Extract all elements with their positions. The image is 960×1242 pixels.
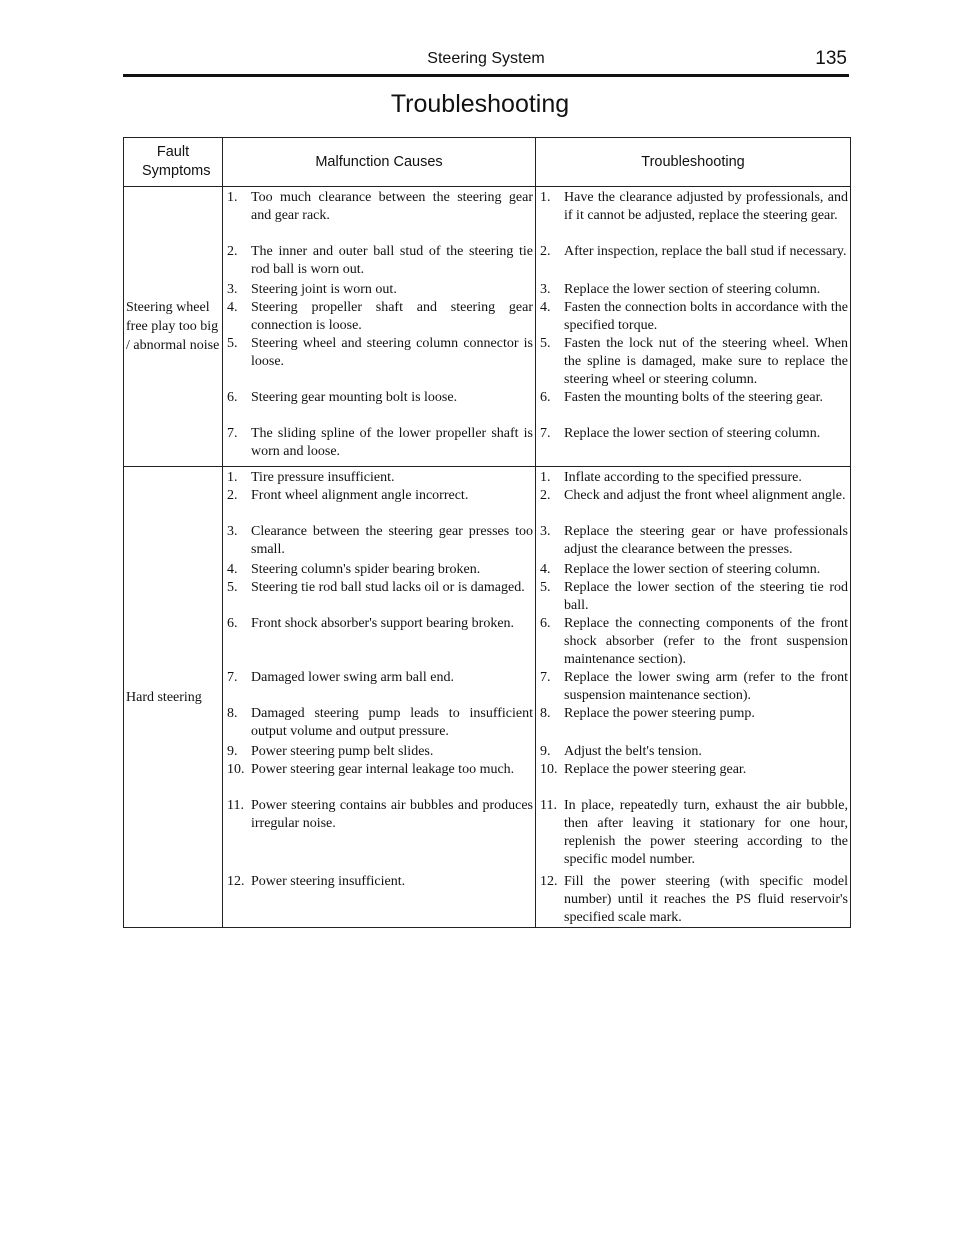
list-item <box>227 615 533 633</box>
list-item-number: 1. <box>540 470 551 485</box>
list-item <box>227 425 533 461</box>
list-item-number: 3. <box>540 524 551 539</box>
list-item-number: 6. <box>227 390 238 405</box>
list-item-text: The inner and outer ball stud of the steering tie rod ball is worn out. <box>251 244 533 277</box>
list-item <box>540 797 848 869</box>
list-item-number: 1. <box>227 190 238 205</box>
list-item-text: Steering wheel and steering column connector is loose. <box>251 336 533 369</box>
list-item-number: 5. <box>540 336 551 351</box>
list-item <box>540 335 848 389</box>
list-item-number: 5. <box>540 580 551 595</box>
list-item-number: 7. <box>540 670 551 685</box>
table-header-row <box>124 138 851 187</box>
list-item-text: Tire pressure insufficient. <box>251 470 395 485</box>
list-item <box>540 761 848 779</box>
list-item-text: Replace the power steering pump. <box>564 706 755 721</box>
list-item-text: Power steering insufficient. <box>251 874 406 889</box>
list-item <box>540 487 848 505</box>
list-item-number: 4. <box>540 562 551 577</box>
list-item <box>227 705 533 741</box>
list-item-text: Adjust the belt's tension. <box>564 744 702 759</box>
list-item <box>540 425 848 443</box>
list-item <box>227 873 533 891</box>
troubleshooting-cell <box>536 187 851 467</box>
list-item <box>227 189 533 225</box>
list-item-text: Steering column's spider bearing broken. <box>251 562 481 577</box>
section-title: Steering System <box>427 50 545 67</box>
list-item-number: 1. <box>227 470 238 485</box>
list-item <box>540 523 848 559</box>
list-item-number: 9. <box>540 744 551 759</box>
page-number: 135 <box>815 48 847 69</box>
list-item-number: 8. <box>540 706 551 721</box>
list-item-text: Replace the steering gear or have professionals adjust the clearance between the presses. <box>564 524 848 557</box>
list-item-text: In place, repeatedly turn, exhaust the air bubble, then after leaving it stationary for one hour, replenish the power steering according to the specific model number. <box>564 798 848 867</box>
list-item <box>227 243 533 279</box>
running-header <box>123 50 849 77</box>
list-item <box>540 705 848 723</box>
fault-symptom-cell: Steering wheel free play too big / abnormal noise <box>124 187 223 467</box>
list-item <box>540 299 848 335</box>
list-item-text: Have the clearance adjusted by professionals, and if it cannot be adjusted, replace the steering gear. <box>564 190 848 223</box>
list-item-text: Front wheel alignment angle incorrect. <box>251 488 469 503</box>
list-item-number: 3. <box>227 282 238 297</box>
list-item-text: Replace the lower section of steering column. <box>564 282 821 297</box>
list-item-number: 2. <box>540 244 551 259</box>
list-item <box>540 579 848 615</box>
list-item-text: After inspection, replace the ball stud if necessary. <box>564 244 847 259</box>
list-item-number: 2. <box>227 488 238 503</box>
list-item-number: 5. <box>227 336 238 351</box>
list-item-text: Fill the power steering (with specific model number) until it reaches the PS fluid reservoir's specified scale mark. <box>564 874 848 925</box>
list-item <box>227 299 533 335</box>
list-item-number: 5. <box>227 580 238 595</box>
list-item-text: Power steering contains air bubbles and produces irregular noise. <box>251 798 533 831</box>
list-item <box>227 389 533 407</box>
list-item-text: Steering tie rod ball stud lacks oil or is damaged. <box>251 580 525 595</box>
list-item-number: 7. <box>540 426 551 441</box>
list-item <box>227 469 533 487</box>
list-item-text: Fasten the lock nut of the steering wheel. When the spline is damaged, make sure to replace the steering wheel or steering column. <box>564 336 848 387</box>
list-item-number: 3. <box>227 524 238 539</box>
list-item <box>227 797 533 833</box>
list-item-number: 4. <box>540 300 551 315</box>
list-item-text: The sliding spline of the lower propeller shaft is worn and loose. <box>251 426 533 459</box>
list-item-text: Inflate according to the specified pressure. <box>564 470 802 485</box>
list-item-number: 2. <box>540 488 551 503</box>
list-item-text: Fasten the mounting bolts of the steering gear. <box>564 390 823 405</box>
list-item <box>540 281 848 299</box>
list-item-text: Check and adjust the front wheel alignment angle. <box>564 488 846 503</box>
list-item <box>227 523 533 559</box>
list-item-text: Replace the lower section of steering column. <box>564 562 821 577</box>
list-item-text: Front shock absorber's support bearing broken. <box>251 616 515 631</box>
table-row <box>124 467 851 928</box>
list-item <box>227 579 533 597</box>
table-row <box>124 187 851 467</box>
list-item-number: 1. <box>540 190 551 205</box>
list-item <box>227 561 533 579</box>
list-item <box>540 469 848 487</box>
malfunction-causes-cell <box>223 467 536 928</box>
list-item-number: 3. <box>540 282 551 297</box>
list-item <box>540 669 848 705</box>
list-item-number: 7. <box>227 426 238 441</box>
list-item-number: 7. <box>227 670 238 685</box>
column-header: Fault Symptoms <box>124 138 223 187</box>
list-item-text: Replace the lower section of steering column. <box>564 426 821 441</box>
list-item-number: 12. <box>540 874 558 889</box>
list-item-number: 6. <box>540 390 551 405</box>
list-item-number: 4. <box>227 300 238 315</box>
list-item-text: Damaged steering pump leads to insufficient output volume and output pressure. <box>251 706 533 739</box>
list-item <box>540 743 848 761</box>
list-item <box>227 743 533 761</box>
list-item <box>227 761 533 779</box>
list-item-number: 6. <box>227 616 238 631</box>
list-item-number: 2. <box>227 244 238 259</box>
page-title: Troubleshooting <box>390 90 570 118</box>
list-item-text: Steering joint is worn out. <box>251 282 397 297</box>
list-item <box>540 189 848 225</box>
list-item <box>540 389 848 407</box>
list-item <box>227 281 533 299</box>
list-item-text: Fasten the connection bolts in accordance with the specified torque. <box>564 300 848 333</box>
list-item-text: Replace the power steering gear. <box>564 762 747 777</box>
list-item <box>540 873 848 927</box>
list-item <box>227 669 533 687</box>
list-item-number: 8. <box>227 706 238 721</box>
list-item-number: 4. <box>227 562 238 577</box>
list-item <box>540 561 848 579</box>
column-header: Troubleshooting <box>536 138 851 187</box>
list-item-number: 10. <box>540 762 558 777</box>
troubleshooting-cell <box>536 467 851 928</box>
list-item-number: 11. <box>540 798 557 813</box>
list-item <box>540 243 848 261</box>
list-item-text: Power steering pump belt slides. <box>251 744 434 759</box>
troubleshooting-table <box>123 137 851 928</box>
list-item-text: Too much clearance between the steering gear and gear rack. <box>251 190 533 223</box>
list-item-number: 9. <box>227 744 238 759</box>
list-item-text: Steering gear mounting bolt is loose. <box>251 390 458 405</box>
column-header: Malfunction Causes <box>223 138 536 187</box>
list-item-number: 6. <box>540 616 551 631</box>
list-item-text: Steering propeller shaft and steering gear connection is loose. <box>251 300 533 333</box>
list-item-text: Power steering gear internal leakage too much. <box>251 762 515 777</box>
list-item-text: Clearance between the steering gear presses too small. <box>251 524 533 557</box>
list-item <box>227 487 533 505</box>
list-item <box>227 335 533 371</box>
malfunction-causes-cell <box>223 187 536 467</box>
list-item-text: Replace the lower section of the steering tie rod ball. <box>564 580 848 613</box>
list-item-text: Replace the lower swing arm (refer to the front suspension maintenance section). <box>564 670 848 703</box>
list-item-number: 11. <box>227 798 244 813</box>
list-item <box>540 615 848 669</box>
list-item-text: Damaged lower swing arm ball end. <box>251 670 454 685</box>
list-item-number: 12. <box>227 874 245 889</box>
list-item-number: 10. <box>227 762 245 777</box>
fault-symptom-cell: Hard steering <box>124 467 223 928</box>
list-item-text: Replace the connecting components of the front shock absorber (refer to the front suspension maintenance section). <box>564 616 848 667</box>
